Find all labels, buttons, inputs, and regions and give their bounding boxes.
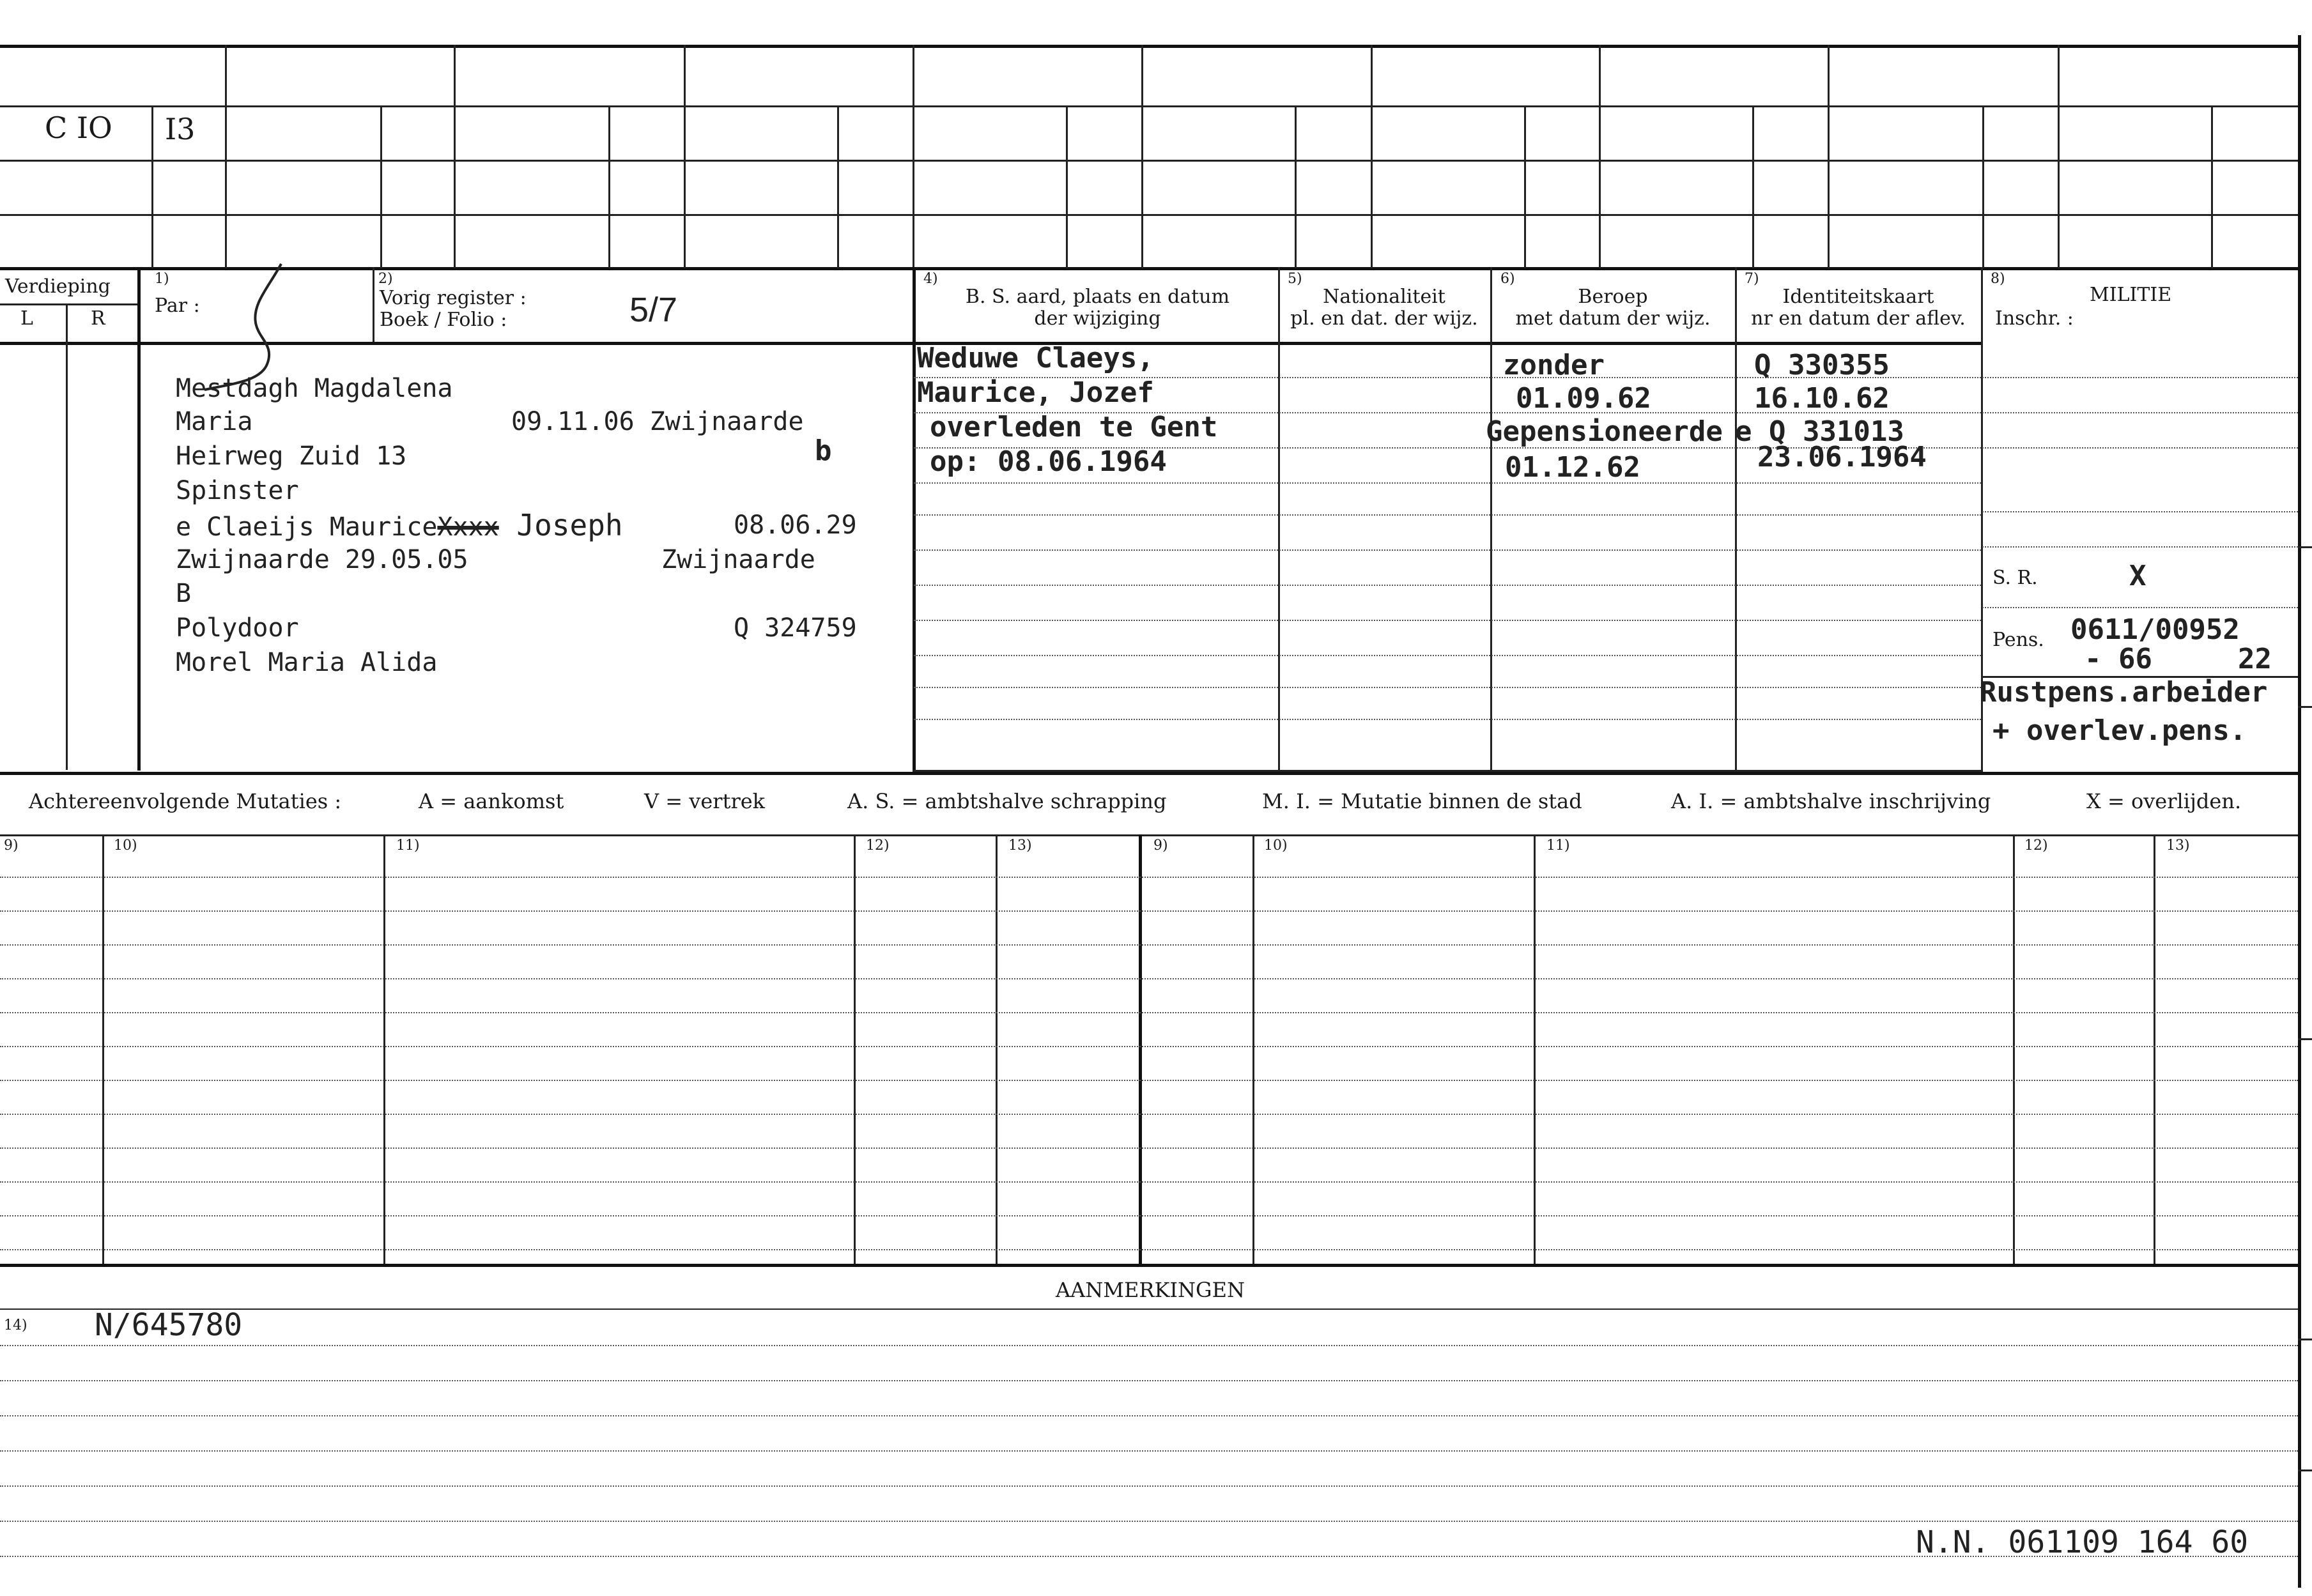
grid-vline (1599, 45, 1601, 268)
marker-b: B (176, 579, 192, 608)
pens-sub: - 66 (2085, 643, 2152, 675)
edge-tick (2298, 1339, 2312, 1340)
verdieping-r: R (91, 307, 105, 330)
militie-label: MILITIE (2090, 284, 2172, 306)
col4-line1: B. S. aard, plaats en datum (965, 286, 1230, 308)
person-birth: 09.11.06 Zwijnaarde (511, 407, 804, 436)
id-line-2: 16.10.62 (1754, 382, 1890, 415)
grid-vline (151, 105, 153, 268)
beroep-line-2: 01.09.62 (1516, 382, 1651, 415)
mutaties-title: Achtereenvolgende Mutaties : (29, 789, 342, 813)
right-border (2298, 35, 2301, 1588)
aanm-line (0, 1345, 2298, 1346)
aanmerkingen-num: 14) (4, 1317, 27, 1333)
grid-vline (1278, 267, 1280, 771)
spouse-birthplace: Zwijnaarde (661, 545, 815, 574)
mut-vline (2154, 834, 2155, 1264)
grid-line (0, 160, 2300, 162)
bs-line-1: Weduwe Claeys, (917, 342, 1154, 374)
col7-line2: nr en datum der aflev. (1751, 307, 1966, 330)
aanm-line (0, 1380, 2298, 1381)
mut-vline (383, 834, 385, 1264)
person-address-mark: b (815, 434, 832, 467)
grid-vline (837, 105, 839, 268)
mutaties-header-line (0, 834, 2298, 836)
edge-tick (2298, 1469, 2312, 1471)
mother-name: Morel Maria Alida (176, 648, 438, 677)
col5-line1: Nationaliteit (1323, 286, 1445, 308)
grid-vline (373, 267, 374, 342)
grid-vline (1490, 267, 1492, 771)
grid-vline (225, 45, 227, 268)
grid-vline (2211, 105, 2213, 268)
mut-col-12b: 12) (2024, 838, 2048, 854)
legend-overlijden: X = overlijden. (2086, 789, 2242, 813)
grid-line (0, 303, 137, 305)
militie-inschr-label: Inschr. : (1995, 307, 2074, 330)
beroep-line-1: zonder (1503, 349, 1605, 381)
mut-row-line (0, 1249, 2298, 1250)
edge-tick (2298, 1038, 2312, 1040)
mut-row-line (0, 910, 2298, 912)
mut-row-line (0, 944, 2298, 946)
grid-vline (66, 303, 68, 770)
row-line (914, 482, 1981, 484)
aanmerkingen-title: AANMERKINGEN (1056, 1278, 1245, 1302)
col4-num: 4) (923, 271, 938, 287)
bs-line-2: Maurice, Jozef (917, 376, 1154, 409)
grid-vline (1982, 105, 1984, 268)
person-second-name: Maria (176, 407, 253, 436)
grid-vline (684, 45, 686, 268)
grid-vline (1295, 105, 1297, 268)
aanm-line (0, 1308, 2298, 1310)
grid-vline (380, 105, 382, 268)
aanm-line (0, 1521, 2298, 1522)
mut-col-13: 13) (1008, 838, 1032, 854)
row-line (914, 585, 1981, 586)
beroep-line-4: 01.12.62 (1505, 451, 1640, 484)
mut-row-line (0, 1080, 2298, 1081)
person-address: Heirweg Zuid 13 (176, 441, 407, 471)
col6-num: 6) (1500, 271, 1515, 287)
col2-value: 5/7 (629, 291, 678, 329)
aanm-line (0, 1450, 2298, 1452)
mut-col-13b: 13) (2166, 838, 2190, 854)
col6-line1: Beroep (1578, 286, 1648, 308)
grid-line (0, 267, 2300, 270)
verdieping-label: Verdieping (5, 275, 111, 298)
beroep-line-3: Gepensioneerde (1486, 415, 1723, 448)
rustpens-line-2: + overlev.pens. (1992, 714, 2247, 747)
mut-col-12: 12) (866, 838, 890, 854)
grid-vline (1371, 45, 1373, 268)
mut-vline (1139, 834, 1142, 1264)
edge-tick (2298, 546, 2312, 548)
mut-vline (1252, 834, 1254, 1264)
row-line (914, 514, 1981, 516)
militie-row-line (1982, 447, 2298, 449)
col6-line2: met datum der wijz. (1515, 307, 1711, 330)
bs-line-4: op: 08.06.1964 (930, 445, 1167, 478)
pens-label: Pens. (1992, 629, 2044, 651)
edge-tick (2298, 706, 2312, 708)
col8-num: 8) (1991, 271, 2005, 287)
legend-aankomst: A = aankomst (419, 789, 564, 813)
row-line (914, 549, 1981, 551)
mut-row-line (0, 877, 2298, 878)
mut-vline (996, 834, 998, 1264)
spouse-date: 08.06.29 (734, 510, 857, 540)
grid-vline (913, 267, 916, 771)
mut-row-line (0, 978, 2298, 979)
mut-row-line (0, 1012, 2298, 1013)
grid-vline (454, 45, 456, 268)
legend-ambtshalve-inschrijving: A. I. = ambtshalve inschrijving (1671, 789, 1991, 813)
militie-row-line (1982, 546, 2298, 548)
verdieping-l: L (20, 307, 33, 330)
mut-col-10b: 10) (1264, 838, 1288, 854)
mutaties-top-line (0, 772, 2298, 775)
legend-vertrek: V = vertrek (644, 789, 766, 813)
spouse-birth: Zwijnaarde 29.05.05 (176, 545, 468, 574)
id-line-4: 23.06.1964 (1757, 441, 1927, 473)
mut-col-11b: 11) (1546, 838, 1570, 854)
spouse-line (176, 509, 623, 544)
grid-vline (1828, 45, 1830, 268)
grid-vline (1141, 45, 1143, 268)
mut-col-9b: 9) (1153, 838, 1168, 854)
militie-row-line (1982, 377, 2298, 378)
grid-vline (1524, 105, 1526, 268)
militie-row-line (1982, 412, 2298, 413)
row-line (914, 687, 1981, 688)
sr-value: X (2129, 560, 2146, 592)
grid-vline (1752, 105, 1754, 268)
mut-col-10: 10) (114, 838, 137, 854)
aanm-line (0, 1415, 2298, 1416)
top-code-part2: I3 (165, 112, 196, 146)
pens-value: 0611/00952 (2070, 613, 2240, 646)
mut-row-line (0, 1181, 2298, 1183)
grid-vline (608, 105, 610, 268)
mut-vline (2013, 834, 2015, 1264)
person-name: Mestdagh Magdalena (176, 374, 453, 403)
national-number: N.N. 061109 164 60 (1916, 1524, 2249, 1560)
grid-line (0, 214, 2300, 216)
col2-label-line2: Boek / Folio : (380, 309, 507, 331)
row-line (914, 719, 1981, 720)
person-occupation: Spinster (176, 476, 299, 505)
pens-mark: 22 (2238, 643, 2272, 675)
col7-num: 7) (1745, 271, 1759, 287)
id-line-3: e Q 331013 (1735, 415, 1904, 448)
grid-vline (1066, 105, 1068, 268)
father-id: Q 324759 (734, 613, 857, 643)
grid-vline (913, 45, 914, 268)
rustpens-line-1: Rustpens.arbeider (1980, 676, 2268, 709)
aanmerkingen-value: N/645780 (95, 1307, 243, 1343)
top-border (0, 45, 2300, 48)
col1-num: 1) (155, 271, 169, 287)
legend-ambtshalve-schrapping: A. S. = ambtshalve schrapping (847, 789, 1167, 813)
col5-line2: pl. en dat. der wijz. (1290, 307, 1478, 330)
grid-vline (2058, 45, 2060, 268)
sr-label: S. R. (1992, 567, 2038, 589)
mut-col-9: 9) (4, 838, 19, 854)
col7-line1: Identiteitskaart (1782, 286, 1934, 308)
col1-label: Par : (155, 295, 200, 317)
col2-num: 2) (378, 271, 393, 287)
spouse-strikeout: Xxxx (437, 512, 499, 542)
mut-vline (1534, 834, 1536, 1264)
legend-mutatie-stad: M. I. = Mutatie binnen de stad (1262, 789, 1582, 813)
grid-vline (1735, 267, 1737, 771)
mut-row-line (0, 1114, 2298, 1115)
col5-num: 5) (1288, 271, 1302, 287)
father-name: Polydoor (176, 613, 299, 643)
mut-vline (102, 834, 104, 1264)
spouse-prefix: e Claeijs Maurice (176, 512, 438, 542)
mut-row-line (0, 1215, 2298, 1216)
militie-row-line (1982, 511, 2298, 512)
col4-line2: der wijziging (1034, 307, 1161, 330)
mutaties-bottom-line (0, 1264, 2298, 1267)
mut-row-line (0, 1147, 2298, 1149)
bs-line-3: overleden te Gent (930, 411, 1218, 443)
mut-vline (854, 834, 856, 1264)
col2-label-line1: Vorig register : (380, 287, 527, 309)
militie-row-line (1982, 607, 2298, 608)
aanm-line (0, 1485, 2298, 1487)
id-line-1: Q 330355 (1754, 349, 1890, 381)
row-line (914, 620, 1981, 621)
mut-col-11: 11) (396, 838, 420, 854)
row-line (914, 655, 1981, 656)
spouse-name: Joseph (498, 508, 623, 542)
mut-row-line (0, 1046, 2298, 1047)
top-code-part1: C IO (45, 111, 112, 145)
grid-line (0, 105, 2300, 107)
grid-vline (137, 267, 141, 771)
